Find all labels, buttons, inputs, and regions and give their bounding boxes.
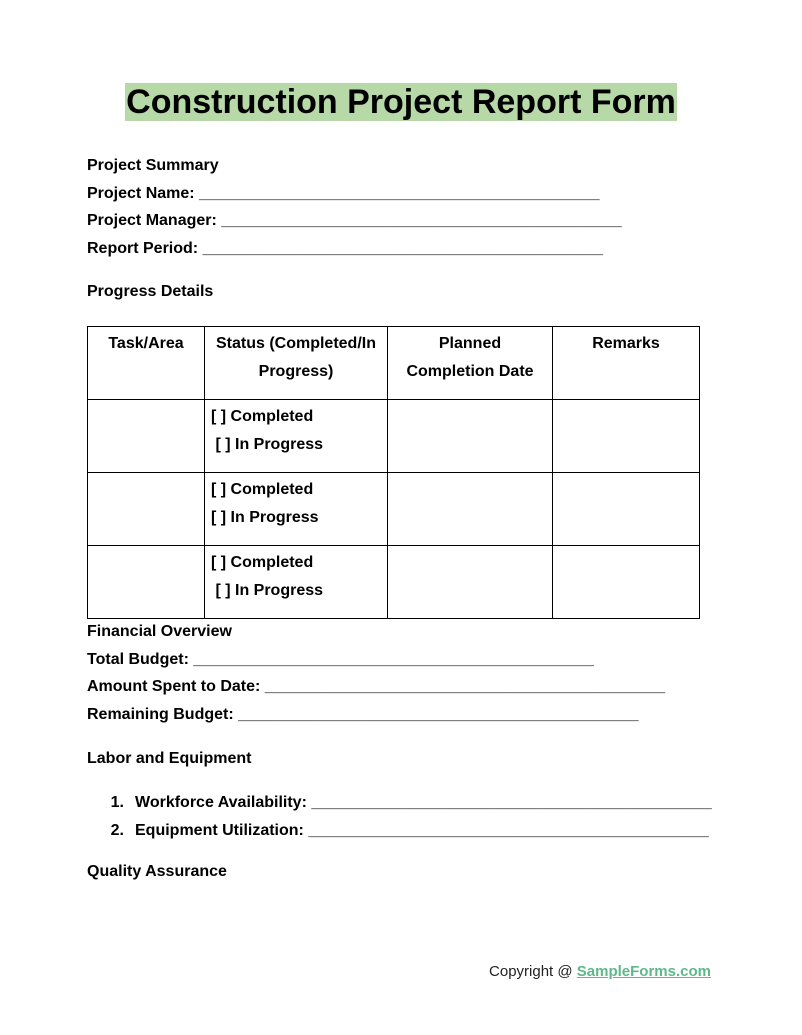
list-number: 2. [110, 822, 124, 839]
table-header-row [88, 327, 700, 400]
in-progress-checkbox[interactable]: [ ] In Progress [211, 508, 319, 526]
planned-date-cell[interactable] [388, 473, 553, 546]
financial-overview-heading: Financial Overview [87, 623, 232, 640]
project-manager-field[interactable]: Project Manager: _____________________________________________ [87, 212, 622, 229]
copyright-text: Copyright @ [489, 963, 577, 980]
project-name-field[interactable]: Project Name: _____________________________________________ [87, 184, 600, 202]
workforce-availability-field[interactable]: Workforce Availability: _____________________________________________ [135, 794, 712, 811]
page-title: Construction Project Report Form [126, 83, 676, 121]
remarks-cell[interactable] [553, 473, 700, 546]
report-period-field[interactable]: Report Period: _____________________________________________ [87, 239, 603, 257]
status-cell [205, 546, 388, 619]
table-row [88, 473, 700, 546]
project-summary-heading: Project Summary [87, 157, 219, 174]
in-progress-checkbox[interactable]: [ ] In Progress [211, 435, 324, 453]
completed-checkbox[interactable]: [ ] Completed [211, 408, 314, 425]
labor-equipment-heading: Labor and Equipment [87, 750, 252, 767]
planned-date-cell[interactable] [388, 546, 553, 619]
header-status: Status (Completed/In Progress) [205, 327, 388, 400]
remarks-cell[interactable] [553, 546, 700, 619]
total-budget-field[interactable]: Total Budget: _____________________________________________ [87, 650, 594, 668]
progress-details-heading: Progress Details [87, 283, 214, 300]
status-cell [205, 473, 388, 546]
completed-checkbox[interactable]: [ ] Completed [211, 481, 314, 498]
header-remarks: Remarks [553, 327, 700, 400]
quality-assurance-heading: Quality Assurance [87, 863, 227, 880]
table-row [88, 546, 700, 619]
remarks-cell[interactable] [553, 400, 700, 473]
status-cell [205, 400, 388, 473]
list-item[interactable] [87, 789, 712, 817]
task-area-cell[interactable] [88, 546, 205, 619]
amount-spent-field[interactable]: Amount Spent to Date: _____________________________________________ [87, 678, 666, 695]
sampleforms-link[interactable]: SampleForms.com [576, 963, 711, 980]
in-progress-checkbox[interactable]: [ ] In Progress [211, 581, 324, 599]
planned-date-cell[interactable] [388, 400, 553, 473]
header-planned-date: Planned Completion Date [388, 327, 553, 400]
header-task-area: Task/Area [88, 327, 205, 400]
labor-equipment-list [87, 789, 712, 845]
remaining-budget-field[interactable]: Remaining Budget: _____________________________________________ [87, 705, 639, 723]
completed-checkbox[interactable]: [ ] Completed [211, 554, 314, 571]
progress-table [87, 326, 700, 619]
project-summary-section [87, 152, 622, 262]
list-number: 1. [110, 794, 124, 811]
task-area-cell[interactable] [88, 400, 205, 473]
equipment-utilization-field[interactable]: Equipment Utilization: _____________________________________________ [135, 822, 709, 839]
copyright-footer [489, 963, 711, 980]
list-item[interactable] [87, 817, 712, 845]
task-area-cell[interactable] [88, 473, 205, 546]
table-row [88, 400, 700, 473]
financial-overview-section [87, 618, 665, 728]
